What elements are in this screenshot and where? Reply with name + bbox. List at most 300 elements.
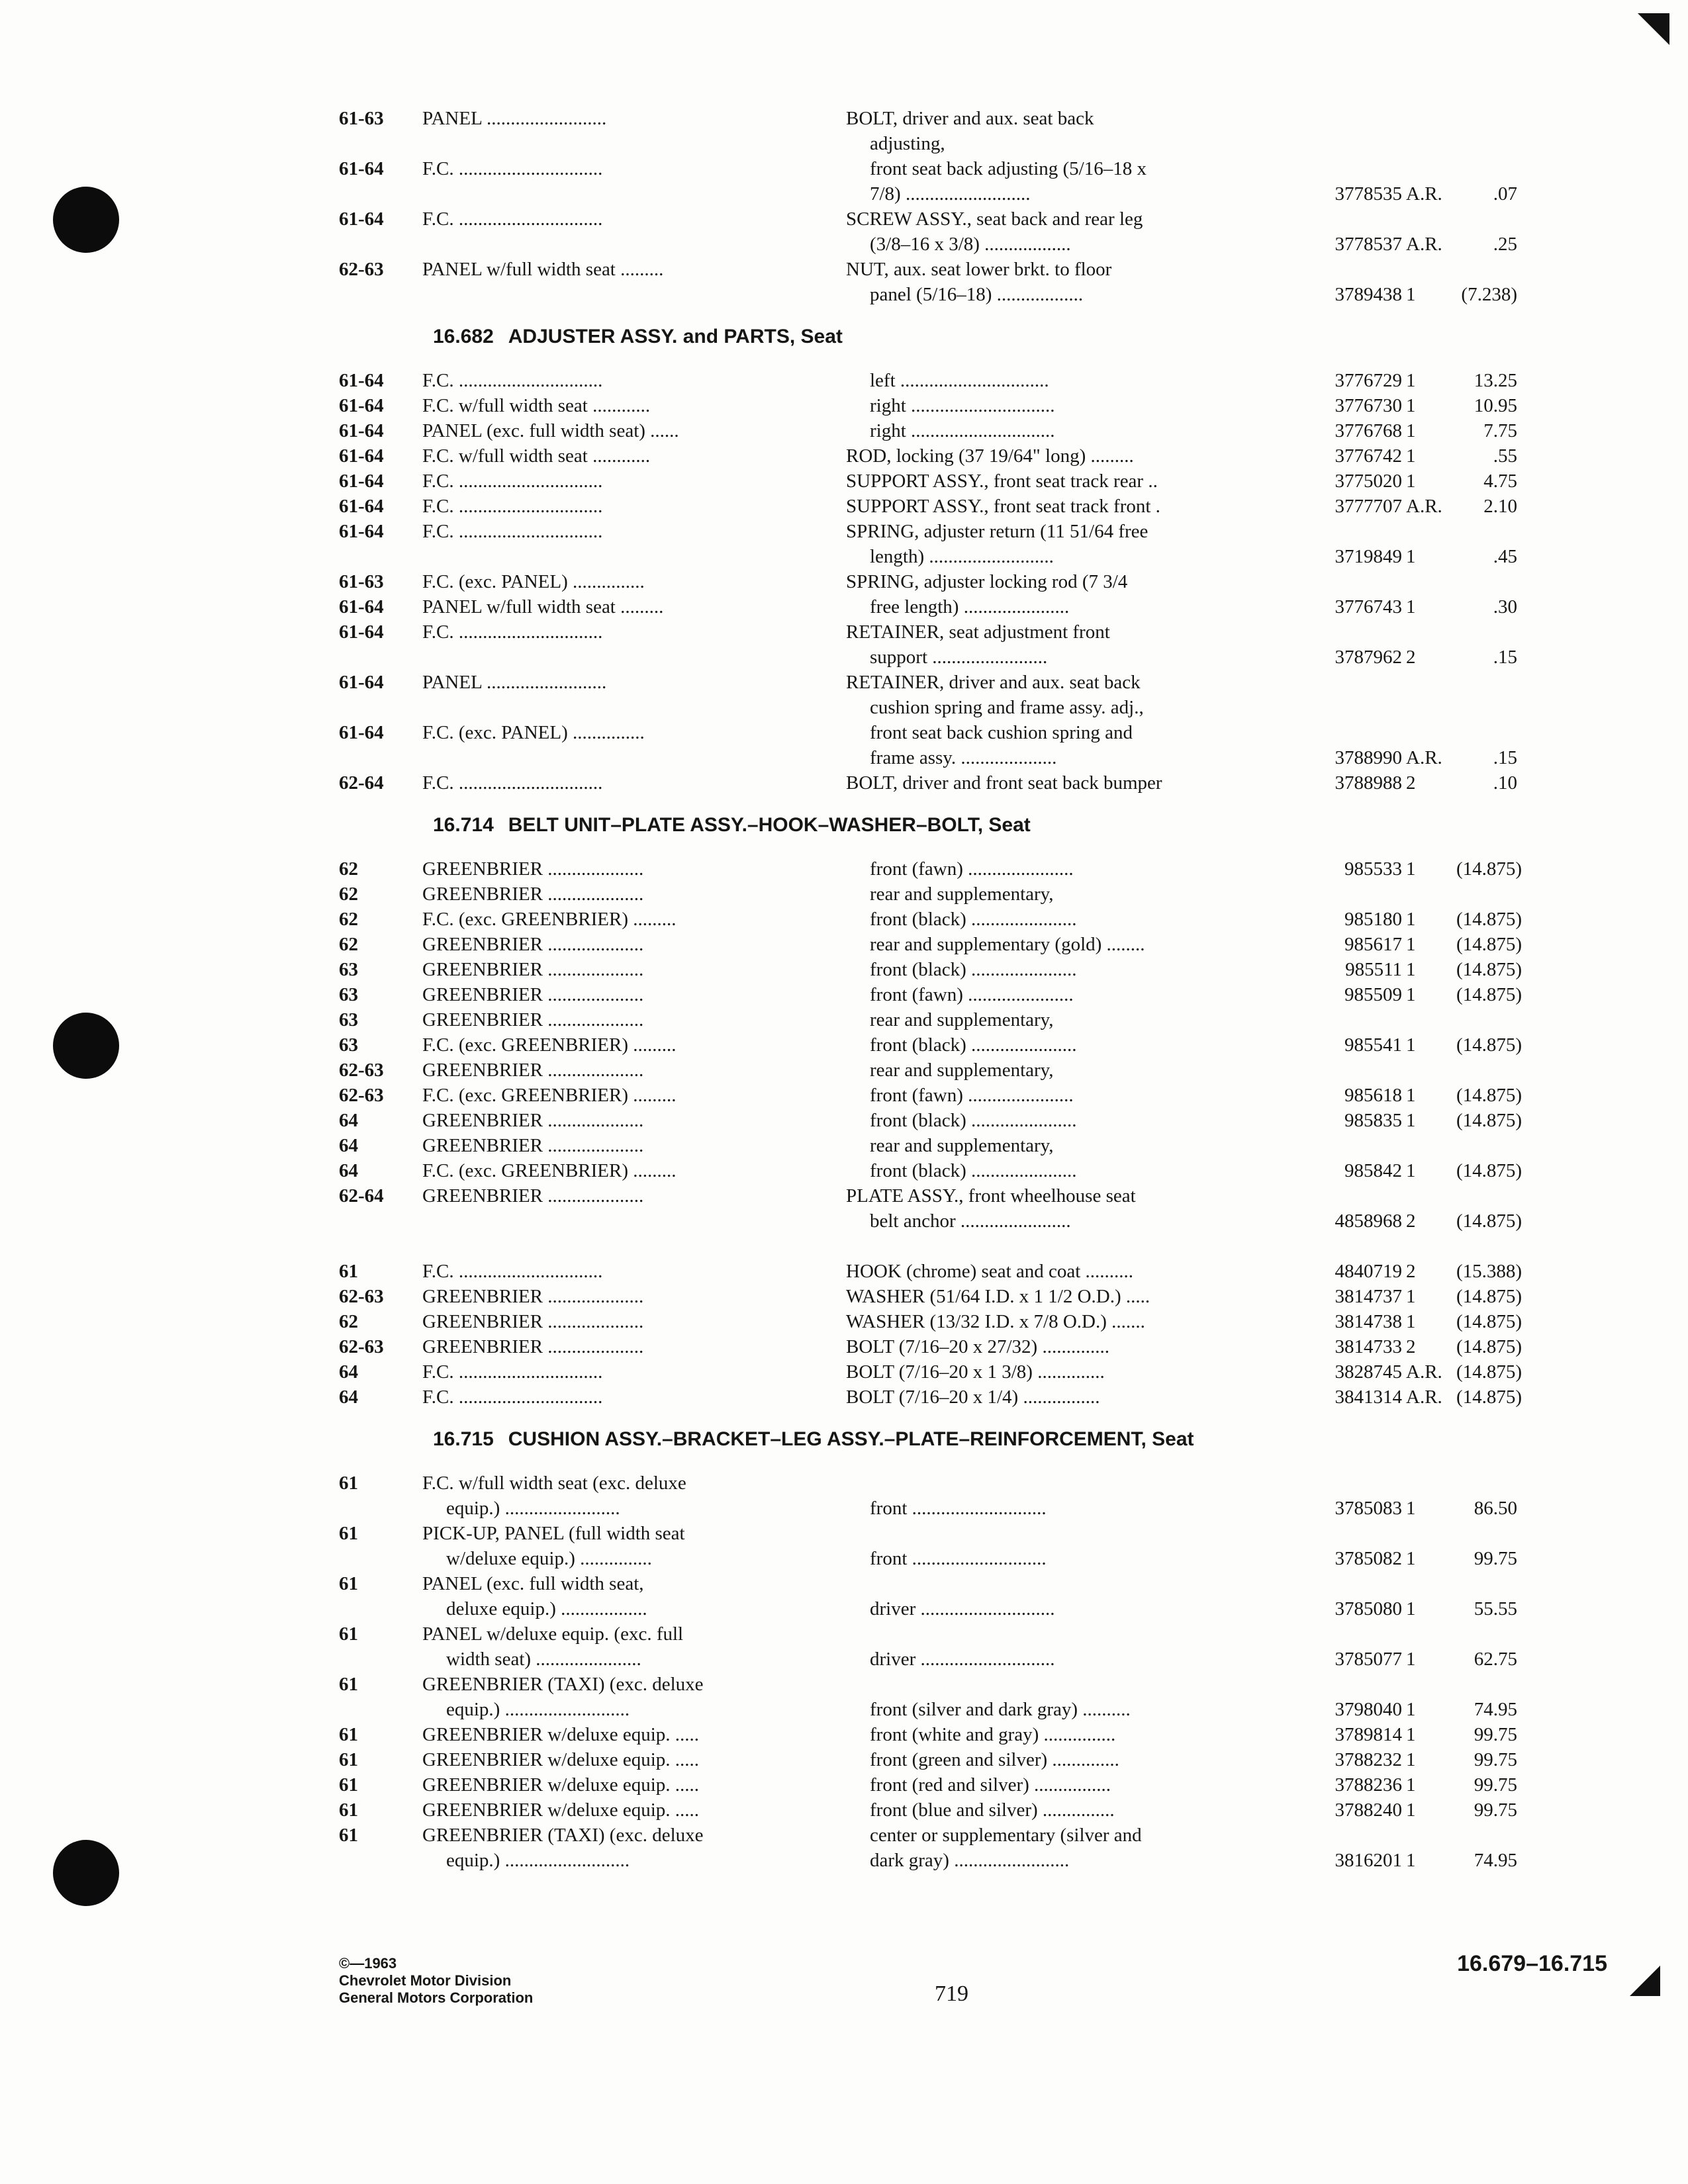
part-number-cell: 3841314 [1335, 1387, 1402, 1408]
description-cell: rear and supplementary, [870, 1009, 1054, 1030]
part-number-cell: 3788240 [1335, 1799, 1402, 1821]
quantity-cell: 2 [1406, 1210, 1416, 1232]
quantity-cell: 1 [1406, 1724, 1416, 1745]
year-cell: 61 [339, 1799, 358, 1821]
model-cell: equip.) .......................... [446, 1850, 630, 1871]
description-cell: rear and supplementary, [870, 1060, 1054, 1081]
description-cell: SCREW ASSY., seat back and rear leg [846, 208, 1143, 230]
quantity-cell: 1 [1406, 1286, 1416, 1307]
table-row [0, 1309, 1688, 1334]
year-cell: 61 [339, 1825, 358, 1846]
table-row [0, 1521, 1688, 1546]
part-number-cell: 3719849 [1335, 546, 1402, 567]
quantity-cell: 1 [1406, 445, 1416, 467]
table-row [0, 1058, 1688, 1083]
quantity-cell: 1 [1406, 934, 1416, 955]
year-cell: 61 [339, 1749, 358, 1770]
description-cell: BOLT (7/16–20 x 27/32) .............. [846, 1336, 1109, 1357]
description-cell: PLATE ASSY., front wheelhouse seat [846, 1185, 1136, 1206]
description-cell: rear and supplementary, [870, 884, 1054, 905]
year-cell: 62-63 [339, 259, 384, 280]
quantity-cell: 1 [1406, 395, 1416, 416]
table-row [0, 519, 1688, 544]
year-cell: 62-63 [339, 1336, 384, 1357]
price-cell: (14.875) [1456, 959, 1523, 980]
year-cell: 63 [339, 984, 358, 1005]
model-cell: GREENBRIER .................... [422, 1336, 644, 1357]
part-number-cell: 985533 [1344, 858, 1402, 880]
quantity-cell: 1 [1406, 1034, 1416, 1056]
year-cell: 62 [339, 934, 358, 955]
year-cell: 61-64 [339, 521, 384, 542]
table-row [0, 932, 1688, 957]
year-cell: 61 [339, 1473, 358, 1494]
price-cell: (14.875) [1456, 909, 1523, 930]
copyright-year: ©—1963 [339, 1955, 397, 1972]
part-number-cell: 985618 [1344, 1085, 1402, 1106]
parts-list [0, 106, 1688, 1873]
quantity-cell: 1 [1406, 1799, 1416, 1821]
year-cell: 61-64 [339, 596, 384, 617]
table-row [0, 856, 1688, 882]
year-cell: 62-64 [339, 772, 384, 794]
description-cell: length) .......................... [870, 546, 1054, 567]
model-cell: F.C. .............................. [422, 772, 603, 794]
description-cell: front (black) ...................... [870, 959, 1077, 980]
table-row [0, 957, 1688, 982]
model-cell: deluxe equip.) .................. [446, 1598, 647, 1619]
section-number: 16.682 [433, 326, 494, 347]
model-cell: F.C. .............................. [422, 521, 603, 542]
model-cell: F.C. .............................. [422, 370, 603, 391]
quantity-cell: 1 [1406, 1548, 1416, 1569]
price-cell: (14.875) [1456, 1336, 1523, 1357]
table-row [0, 1722, 1688, 1747]
model-cell: GREENBRIER w/deluxe equip. ..... [422, 1774, 700, 1796]
copyright-division: Chevrolet Motor Division [339, 1972, 512, 1989]
table-row [0, 882, 1688, 907]
description-cell: cushion spring and frame assy. adj., [870, 697, 1144, 718]
table-row [0, 1133, 1688, 1158]
year-cell: 63 [339, 1009, 358, 1030]
section-rows-16-715 [0, 1471, 1688, 1873]
price-cell: 99.75 [1474, 1774, 1517, 1796]
description-cell: rear and supplementary, [870, 1135, 1054, 1156]
model-cell: GREENBRIER .................... [422, 1060, 644, 1081]
model-cell: F.C. .............................. [422, 158, 603, 179]
year-cell: 62 [339, 884, 358, 905]
model-cell: GREENBRIER .................... [422, 1311, 644, 1332]
model-cell: GREENBRIER .................... [422, 1135, 644, 1156]
model-cell: GREENBRIER .................... [422, 1009, 644, 1030]
year-cell: 61-63 [339, 571, 384, 592]
price-cell: .15 [1493, 647, 1517, 668]
description-cell: adjusting, [870, 133, 945, 154]
price-cell: 13.25 [1474, 370, 1517, 391]
model-cell: GREENBRIER w/deluxe equip. ..... [422, 1724, 700, 1745]
table-row [0, 181, 1688, 206]
table-row [0, 720, 1688, 745]
price-cell: (15.388) [1456, 1261, 1523, 1282]
description-cell: front (fawn) ...................... [870, 984, 1074, 1005]
section-rows-16-714 [0, 856, 1688, 1410]
model-cell: GREENBRIER .................... [422, 1110, 644, 1131]
quantity-cell: 1 [1406, 1699, 1416, 1720]
price-cell: (14.875) [1456, 1160, 1523, 1181]
part-number-cell: 3777707 [1335, 496, 1402, 517]
model-cell: width seat) ...................... [446, 1649, 641, 1670]
model-cell: F.C. .............................. [422, 1261, 603, 1282]
year-cell: 61 [339, 1623, 358, 1645]
quantity-cell: 1 [1406, 1749, 1416, 1770]
model-cell: F.C. (exc. GREENBRIER) ......... [422, 1034, 677, 1056]
year-cell: 62-64 [339, 1185, 384, 1206]
part-number-cell: 3778537 [1335, 234, 1402, 255]
description-cell: RETAINER, driver and aux. seat back [846, 672, 1141, 693]
model-cell: GREENBRIER .................... [422, 1185, 644, 1206]
model-cell: F.C. (exc. PANEL) ............... [422, 722, 645, 743]
part-number-cell: 3814738 [1335, 1311, 1402, 1332]
year-cell: 62 [339, 858, 358, 880]
table-row [0, 282, 1688, 307]
table-row [0, 106, 1688, 131]
model-cell: PICK-UP, PANEL (full width seat [422, 1523, 685, 1544]
quantity-cell: A.R. [1406, 234, 1442, 255]
part-number-cell: 3776729 [1335, 370, 1402, 391]
row-spacer [0, 1234, 1688, 1259]
part-number-cell: 985541 [1344, 1034, 1402, 1056]
section-heading: CUSHION ASSY.–BRACKET–LEG ASSY.–PLATE–REINFORCEMENT, Seat [508, 1428, 1194, 1450]
year-cell: 61-64 [339, 621, 384, 643]
table-row [0, 393, 1688, 418]
year-cell: 61 [339, 1724, 358, 1745]
description-cell: front seat back adjusting (5/16–18 x [870, 158, 1147, 179]
price-cell: (14.875) [1456, 1387, 1523, 1408]
description-cell: driver ............................ [870, 1649, 1055, 1670]
price-cell: .15 [1493, 747, 1517, 768]
table-row [0, 232, 1688, 257]
part-number-cell: 3788988 [1335, 772, 1402, 794]
table-row [0, 594, 1688, 619]
year-cell: 61-64 [339, 370, 384, 391]
year-cell: 61 [339, 1523, 358, 1544]
quantity-cell: A.R. [1406, 1387, 1442, 1408]
table-row [0, 907, 1688, 932]
model-cell: equip.) .......................... [446, 1699, 630, 1720]
part-number-cell: 3798040 [1335, 1699, 1402, 1720]
description-cell: BOLT, driver and front seat back bumper [846, 772, 1162, 794]
price-cell: 74.95 [1474, 1699, 1517, 1720]
model-cell: F.C. .............................. [422, 1387, 603, 1408]
quantity-cell: 1 [1406, 546, 1416, 567]
description-cell: left ............................... [870, 370, 1049, 391]
description-cell: front (blue and silver) ............... [870, 1799, 1115, 1821]
quantity-cell: 2 [1406, 1261, 1416, 1282]
model-cell: F.C. w/full width seat ............ [422, 445, 651, 467]
table-row [0, 1208, 1688, 1234]
model-cell: PANEL ......................... [422, 108, 607, 129]
part-number-cell: 985509 [1344, 984, 1402, 1005]
table-row [0, 1359, 1688, 1385]
table-row [0, 469, 1688, 494]
table-row [0, 1823, 1688, 1848]
model-cell: PANEL w/deluxe equip. (exc. full [422, 1623, 684, 1645]
price-cell: .55 [1493, 445, 1517, 467]
description-cell: 7/8) .......................... [870, 183, 1031, 205]
part-number-cell: 3776730 [1335, 395, 1402, 416]
part-number-cell: 3785080 [1335, 1598, 1402, 1619]
year-cell: 63 [339, 959, 358, 980]
year-cell: 61-64 [339, 496, 384, 517]
price-cell: .10 [1493, 772, 1517, 794]
year-cell: 63 [339, 1034, 358, 1056]
price-cell: 4.75 [1483, 471, 1517, 492]
year-cell: 62 [339, 1311, 358, 1332]
table-row [0, 745, 1688, 770]
price-cell: (14.875) [1456, 1286, 1523, 1307]
intro-rows [0, 106, 1688, 307]
part-number-cell: 3816201 [1335, 1850, 1402, 1871]
corner-mark-top-right [1638, 13, 1669, 45]
model-cell: F.C. (exc. GREENBRIER) ......... [422, 1085, 677, 1106]
price-cell: 99.75 [1474, 1724, 1517, 1745]
table-row [0, 544, 1688, 569]
part-number-cell: 3788236 [1335, 1774, 1402, 1796]
price-cell: .07 [1493, 183, 1517, 205]
table-row [0, 494, 1688, 519]
year-cell: 62-63 [339, 1085, 384, 1106]
year-cell: 61-64 [339, 722, 384, 743]
quantity-cell: A.R. [1406, 747, 1442, 768]
description-cell: panel (5/16–18) .................. [870, 284, 1084, 305]
table-row [0, 1158, 1688, 1183]
quantity-cell: 1 [1406, 1160, 1416, 1181]
part-number-cell: 3776742 [1335, 445, 1402, 467]
quantity-cell: 1 [1406, 1085, 1416, 1106]
description-cell: right .............................. [870, 395, 1055, 416]
quantity-cell: 1 [1406, 471, 1416, 492]
description-cell: front (fawn) ...................... [870, 858, 1074, 880]
model-cell: PANEL w/full width seat ......... [422, 259, 664, 280]
description-cell: BOLT, driver and aux. seat back [846, 108, 1094, 129]
description-cell: front (black) ...................... [870, 1034, 1077, 1056]
description-cell: front seat back cushion spring and [870, 722, 1133, 743]
part-number-cell: 3785083 [1335, 1498, 1402, 1519]
model-cell: PANEL w/full width seat ......... [422, 596, 664, 617]
price-cell: .30 [1493, 596, 1517, 617]
description-cell: rear and supplementary (gold) ........ [870, 934, 1145, 955]
section-number: 16.715 [433, 1428, 494, 1450]
table-row [0, 1083, 1688, 1108]
part-number-cell: 985511 [1345, 959, 1402, 980]
quantity-cell: 2 [1406, 647, 1416, 668]
year-cell: 64 [339, 1135, 358, 1156]
section-title-16-714 [0, 805, 1688, 846]
price-cell: (14.875) [1456, 1311, 1523, 1332]
table-row [0, 982, 1688, 1007]
part-number-cell: 3775020 [1335, 471, 1402, 492]
description-cell: front (white and gray) ............... [870, 1724, 1116, 1745]
copyright-corporation: General Motors Corporation [339, 1989, 534, 2006]
table-row [0, 1697, 1688, 1722]
description-cell: front ............................ [870, 1548, 1047, 1569]
quantity-cell: A.R. [1406, 1361, 1442, 1383]
quantity-cell: 1 [1406, 984, 1416, 1005]
description-cell: WASHER (13/32 I.D. x 7/8 O.D.) ....... [846, 1311, 1145, 1332]
quantity-cell: 2 [1406, 772, 1416, 794]
price-cell: (14.875) [1456, 1210, 1523, 1232]
table-row [0, 1032, 1688, 1058]
price-cell: (14.875) [1456, 1361, 1523, 1383]
model-cell: F.C. .............................. [422, 621, 603, 643]
model-cell: equip.) ........................ [446, 1498, 620, 1519]
description-cell: right .............................. [870, 420, 1055, 441]
table-row [0, 645, 1688, 670]
part-number-cell: 3788990 [1335, 747, 1402, 768]
price-cell: (14.875) [1456, 858, 1523, 880]
table-row [0, 368, 1688, 393]
table-row [0, 1007, 1688, 1032]
description-cell: front (black) ...................... [870, 1110, 1077, 1131]
table-row [0, 1546, 1688, 1571]
description-cell: SUPPORT ASSY., front seat track front . [846, 496, 1160, 517]
description-cell: front ............................ [870, 1498, 1047, 1519]
model-cell: GREENBRIER w/deluxe equip. ..... [422, 1749, 700, 1770]
description-cell: WASHER (51/64 I.D. x 1 1/2 O.D.) ..... [846, 1286, 1150, 1307]
model-cell: F.C. .............................. [422, 471, 603, 492]
description-cell: front (green and silver) .............. [870, 1749, 1119, 1770]
table-row [0, 206, 1688, 232]
table-row [0, 1672, 1688, 1697]
part-number-cell: 985835 [1344, 1110, 1402, 1131]
part-number-cell: 3788232 [1335, 1749, 1402, 1770]
quantity-cell: 1 [1406, 284, 1416, 305]
copyright-block [339, 1955, 533, 2007]
price-cell: 10.95 [1474, 395, 1517, 416]
description-cell: front (fawn) ...................... [870, 1085, 1074, 1106]
part-number-cell: 3776768 [1335, 420, 1402, 441]
year-cell: 61 [339, 1774, 358, 1796]
model-cell: F.C. (exc. GREENBRIER) ......... [422, 909, 677, 930]
section-heading: ADJUSTER ASSY. and PARTS, Seat [508, 326, 843, 347]
quantity-cell: A.R. [1406, 496, 1442, 517]
page-number: 719 [935, 1981, 968, 2006]
description-cell: SPRING, adjuster return (11 51/64 free [846, 521, 1149, 542]
price-cell: 74.95 [1474, 1850, 1517, 1871]
quantity-cell: 1 [1406, 370, 1416, 391]
price-cell: 99.75 [1474, 1799, 1517, 1821]
table-row [0, 1496, 1688, 1521]
quantity-cell: 1 [1406, 1774, 1416, 1796]
section-rows-16-682 [0, 368, 1688, 796]
price-cell: 2.10 [1483, 496, 1517, 517]
description-cell: BOLT (7/16–20 x 1/4) ................ [846, 1387, 1100, 1408]
price-cell: (14.875) [1456, 1034, 1523, 1056]
year-cell: 61-63 [339, 108, 384, 129]
price-cell: (14.875) [1456, 1110, 1523, 1131]
section-heading: BELT UNIT–PLATE ASSY.–HOOK–WASHER–BOLT, Seat [508, 814, 1031, 836]
description-cell: free length) ...................... [870, 596, 1070, 617]
table-row [0, 1183, 1688, 1208]
description-cell: front (black) ...................... [870, 1160, 1077, 1181]
quantity-cell: 1 [1406, 858, 1416, 880]
model-cell: w/deluxe equip.) ............... [446, 1548, 652, 1569]
part-number-cell: 985180 [1344, 909, 1402, 930]
price-cell: (14.875) [1456, 934, 1523, 955]
quantity-cell: A.R. [1406, 183, 1442, 205]
quantity-cell: 1 [1406, 1598, 1416, 1619]
table-row [0, 257, 1688, 282]
model-cell: GREENBRIER .................... [422, 858, 644, 880]
model-cell: GREENBRIER w/deluxe equip. ..... [422, 1799, 700, 1821]
model-cell: F.C. w/full width seat ............ [422, 395, 651, 416]
price-cell: .25 [1493, 234, 1517, 255]
model-cell: F.C. (exc. PANEL) ............... [422, 571, 645, 592]
table-row [0, 1772, 1688, 1797]
table-row [0, 1385, 1688, 1410]
part-number-cell: 985842 [1344, 1160, 1402, 1181]
quantity-cell: 1 [1406, 1311, 1416, 1332]
quantity-cell: 1 [1406, 909, 1416, 930]
description-cell: front (red and silver) ................ [870, 1774, 1111, 1796]
year-cell: 61-64 [339, 420, 384, 441]
model-cell: GREENBRIER .................... [422, 959, 644, 980]
table-row [0, 1747, 1688, 1772]
year-cell: 61-64 [339, 672, 384, 693]
price-cell: 99.75 [1474, 1749, 1517, 1770]
table-row [0, 1259, 1688, 1284]
model-cell: F.C. .............................. [422, 208, 603, 230]
model-cell: GREENBRIER .................... [422, 984, 644, 1005]
description-cell: SUPPORT ASSY., front seat track rear .. [846, 471, 1158, 492]
model-cell: GREENBRIER (TAXI) (exc. deluxe [422, 1674, 704, 1695]
model-cell: PANEL (exc. full width seat) ...... [422, 420, 679, 441]
part-number-cell: 3778535 [1335, 183, 1402, 205]
table-row [0, 695, 1688, 720]
section-title-16-682 [0, 316, 1688, 357]
quantity-cell: 1 [1406, 1110, 1416, 1131]
year-cell: 61 [339, 1261, 358, 1282]
model-cell: GREENBRIER .................... [422, 1286, 644, 1307]
description-cell: support ........................ [870, 647, 1048, 668]
section-number: 16.714 [433, 814, 494, 836]
model-cell: GREENBRIER .................... [422, 934, 644, 955]
model-cell: F.C. (exc. GREENBRIER) ......... [422, 1160, 677, 1181]
table-row [0, 1471, 1688, 1496]
year-cell: 61-64 [339, 471, 384, 492]
part-number-cell: 3814733 [1335, 1336, 1402, 1357]
table-row [0, 1797, 1688, 1823]
section-title-16-715 [0, 1419, 1688, 1460]
price-cell: 7.75 [1483, 420, 1517, 441]
model-cell: GREENBRIER .................... [422, 884, 644, 905]
year-cell: 61-64 [339, 445, 384, 467]
table-row [0, 1621, 1688, 1647]
table-row [0, 131, 1688, 156]
part-number-cell: 3789814 [1335, 1724, 1402, 1745]
description-cell: ROD, locking (37 19/64" long) ......... [846, 445, 1134, 467]
description-cell: RETAINER, seat adjustment front [846, 621, 1110, 643]
description-cell: NUT, aux. seat lower brkt. to floor [846, 259, 1112, 280]
model-cell: PANEL ......................... [422, 672, 607, 693]
year-cell: 62-63 [339, 1286, 384, 1307]
price-cell: (7.238) [1461, 284, 1517, 305]
part-number-cell: 3814737 [1335, 1286, 1402, 1307]
description-cell: BOLT (7/16–20 x 1 3/8) .............. [846, 1361, 1105, 1383]
description-cell: dark gray) ........................ [870, 1850, 1070, 1871]
table-row [0, 670, 1688, 695]
part-number-cell: 4840719 [1335, 1261, 1402, 1282]
